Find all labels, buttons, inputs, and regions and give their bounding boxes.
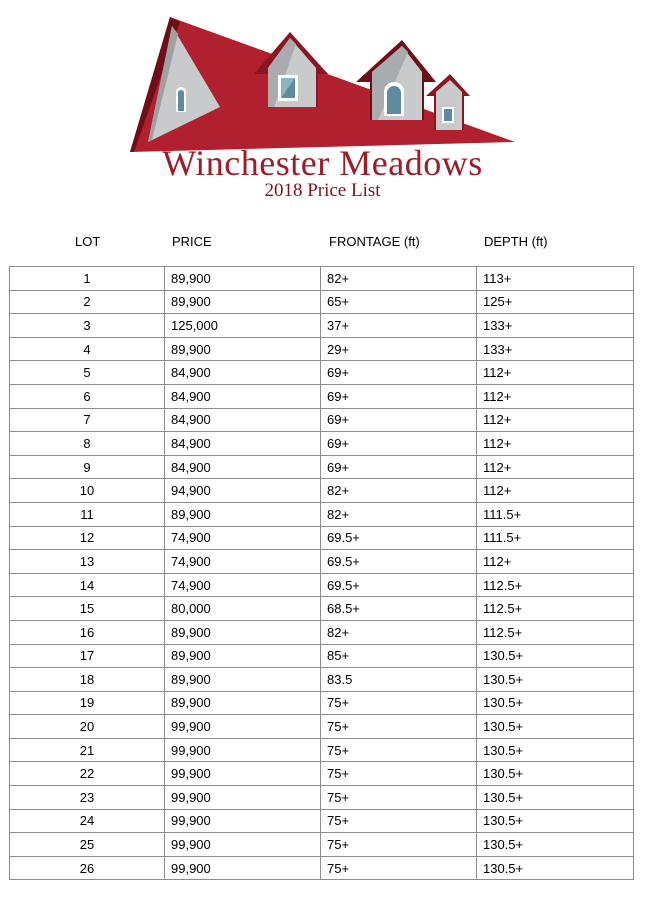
table-row <box>10 668 634 692</box>
frontage-cell: 82+ <box>321 620 477 644</box>
depth-cell: 112+ <box>477 455 634 479</box>
price-cell: 99,900 <box>165 786 321 810</box>
lot-cell: 9 <box>10 455 165 479</box>
table-row <box>10 762 634 786</box>
depth-cell: 130.5+ <box>477 786 634 810</box>
frontage-cell: 75+ <box>321 833 477 857</box>
depth-cell: 130.5+ <box>477 644 634 668</box>
depth-cell: 125+ <box>477 290 634 314</box>
table-row <box>10 833 634 857</box>
lot-cell: 10 <box>10 479 165 503</box>
header-depth: DEPTH (ft) <box>484 234 548 249</box>
table-row <box>10 691 634 715</box>
table-row <box>10 644 634 668</box>
lot-cell: 6 <box>10 384 165 408</box>
lot-cell: 25 <box>10 833 165 857</box>
depth-cell: 112.5+ <box>477 620 634 644</box>
table-row <box>10 738 634 762</box>
depth-cell: 112+ <box>477 408 634 432</box>
frontage-cell: 75+ <box>321 762 477 786</box>
depth-cell: 130.5+ <box>477 715 634 739</box>
frontage-cell: 82+ <box>321 479 477 503</box>
depth-cell: 112+ <box>477 432 634 456</box>
depth-cell: 130.5+ <box>477 856 634 880</box>
brand-title: Winchester Meadows <box>162 143 483 183</box>
lot-cell: 26 <box>10 856 165 880</box>
header-frontage: FRONTAGE (ft) <box>329 234 420 249</box>
price-cell: 89,900 <box>165 668 321 692</box>
table-row <box>10 786 634 810</box>
depth-cell: 130.5+ <box>477 809 634 833</box>
brand-subtitle: 2018 Price List <box>264 180 381 201</box>
frontage-cell: 75+ <box>321 856 477 880</box>
house-roof-logo <box>120 12 520 162</box>
depth-cell: 112.5+ <box>477 597 634 621</box>
frontage-cell: 69.5+ <box>321 550 477 574</box>
depth-cell: 113+ <box>477 267 634 291</box>
frontage-cell: 85+ <box>321 644 477 668</box>
table-row <box>10 502 634 526</box>
price-cell: 89,900 <box>165 290 321 314</box>
lot-cell: 5 <box>10 361 165 385</box>
price-cell: 89,900 <box>165 620 321 644</box>
table-row <box>10 267 634 291</box>
depth-cell: 112+ <box>477 361 634 385</box>
frontage-cell: 37+ <box>321 314 477 338</box>
price-cell: 84,900 <box>165 361 321 385</box>
depth-cell: 112.5+ <box>477 573 634 597</box>
lot-cell: 1 <box>10 267 165 291</box>
price-cell: 89,900 <box>165 502 321 526</box>
price-cell: 89,900 <box>165 337 321 361</box>
lot-cell: 17 <box>10 644 165 668</box>
frontage-cell: 83.5 <box>321 668 477 692</box>
lot-cell: 20 <box>10 715 165 739</box>
depth-cell: 130.5+ <box>477 738 634 762</box>
frontage-cell: 69.5+ <box>321 526 477 550</box>
lot-cell: 8 <box>10 432 165 456</box>
lot-cell: 24 <box>10 809 165 833</box>
table-row <box>10 384 634 408</box>
table-row <box>10 337 634 361</box>
depth-cell: 111.5+ <box>477 502 634 526</box>
price-cell: 89,900 <box>165 267 321 291</box>
depth-cell: 130.5+ <box>477 833 634 857</box>
price-cell: 84,900 <box>165 408 321 432</box>
table-row <box>10 715 634 739</box>
table-row <box>10 856 634 880</box>
price-cell: 84,900 <box>165 455 321 479</box>
price-cell: 74,900 <box>165 550 321 574</box>
frontage-cell: 75+ <box>321 786 477 810</box>
depth-cell: 133+ <box>477 314 634 338</box>
table-row <box>10 573 634 597</box>
table-row <box>10 314 634 338</box>
lot-cell: 3 <box>10 314 165 338</box>
price-cell: 99,900 <box>165 715 321 739</box>
table-row <box>10 361 634 385</box>
table-row <box>10 479 634 503</box>
depth-cell: 130.5+ <box>477 691 634 715</box>
column-headers <box>9 234 633 254</box>
lot-cell: 11 <box>10 502 165 526</box>
depth-cell: 130.5+ <box>477 762 634 786</box>
frontage-cell: 69.5+ <box>321 573 477 597</box>
table-row <box>10 408 634 432</box>
lot-cell: 23 <box>10 786 165 810</box>
lot-cell: 7 <box>10 408 165 432</box>
lot-cell: 21 <box>10 738 165 762</box>
lot-cell: 14 <box>10 573 165 597</box>
frontage-cell: 69+ <box>321 408 477 432</box>
price-cell: 89,900 <box>165 644 321 668</box>
lot-cell: 15 <box>10 597 165 621</box>
lot-cell: 16 <box>10 620 165 644</box>
frontage-cell: 69+ <box>321 384 477 408</box>
frontage-cell: 29+ <box>321 337 477 361</box>
table-row <box>10 620 634 644</box>
table-row <box>10 526 634 550</box>
frontage-cell: 69+ <box>321 455 477 479</box>
lot-cell: 2 <box>10 290 165 314</box>
price-cell: 74,900 <box>165 526 321 550</box>
header-price: PRICE <box>172 234 212 249</box>
price-cell: 94,900 <box>165 479 321 503</box>
price-table-body <box>10 267 634 880</box>
lot-cell: 12 <box>10 526 165 550</box>
price-cell: 125,000 <box>165 314 321 338</box>
frontage-cell: 75+ <box>321 738 477 762</box>
table-row <box>10 432 634 456</box>
lot-cell: 13 <box>10 550 165 574</box>
frontage-cell: 82+ <box>321 267 477 291</box>
price-cell: 99,900 <box>165 762 321 786</box>
frontage-cell: 75+ <box>321 715 477 739</box>
depth-cell: 112+ <box>477 384 634 408</box>
table-row <box>10 455 634 479</box>
lot-cell: 4 <box>10 337 165 361</box>
price-cell: 99,900 <box>165 738 321 762</box>
table-row <box>10 290 634 314</box>
price-cell: 99,900 <box>165 856 321 880</box>
table-row <box>10 597 634 621</box>
depth-cell: 112+ <box>477 479 634 503</box>
price-cell: 74,900 <box>165 573 321 597</box>
price-cell: 84,900 <box>165 384 321 408</box>
frontage-cell: 69+ <box>321 361 477 385</box>
frontage-cell: 65+ <box>321 290 477 314</box>
lot-cell: 19 <box>10 691 165 715</box>
price-cell: 89,900 <box>165 691 321 715</box>
frontage-cell: 69+ <box>321 432 477 456</box>
frontage-cell: 82+ <box>321 502 477 526</box>
lot-cell: 22 <box>10 762 165 786</box>
frontage-cell: 75+ <box>321 809 477 833</box>
lot-cell: 18 <box>10 668 165 692</box>
header-lot: LOT <box>75 234 101 249</box>
table-row <box>10 550 634 574</box>
frontage-cell: 75+ <box>321 691 477 715</box>
depth-cell: 133+ <box>477 337 634 361</box>
frontage-cell: 68.5+ <box>321 597 477 621</box>
depth-cell: 112+ <box>477 550 634 574</box>
price-cell: 99,900 <box>165 833 321 857</box>
price-cell: 80,000 <box>165 597 321 621</box>
table-row <box>10 809 634 833</box>
depth-cell: 111.5+ <box>477 526 634 550</box>
depth-cell: 130.5+ <box>477 668 634 692</box>
price-table <box>9 266 634 880</box>
price-cell: 99,900 <box>165 809 321 833</box>
price-cell: 84,900 <box>165 432 321 456</box>
